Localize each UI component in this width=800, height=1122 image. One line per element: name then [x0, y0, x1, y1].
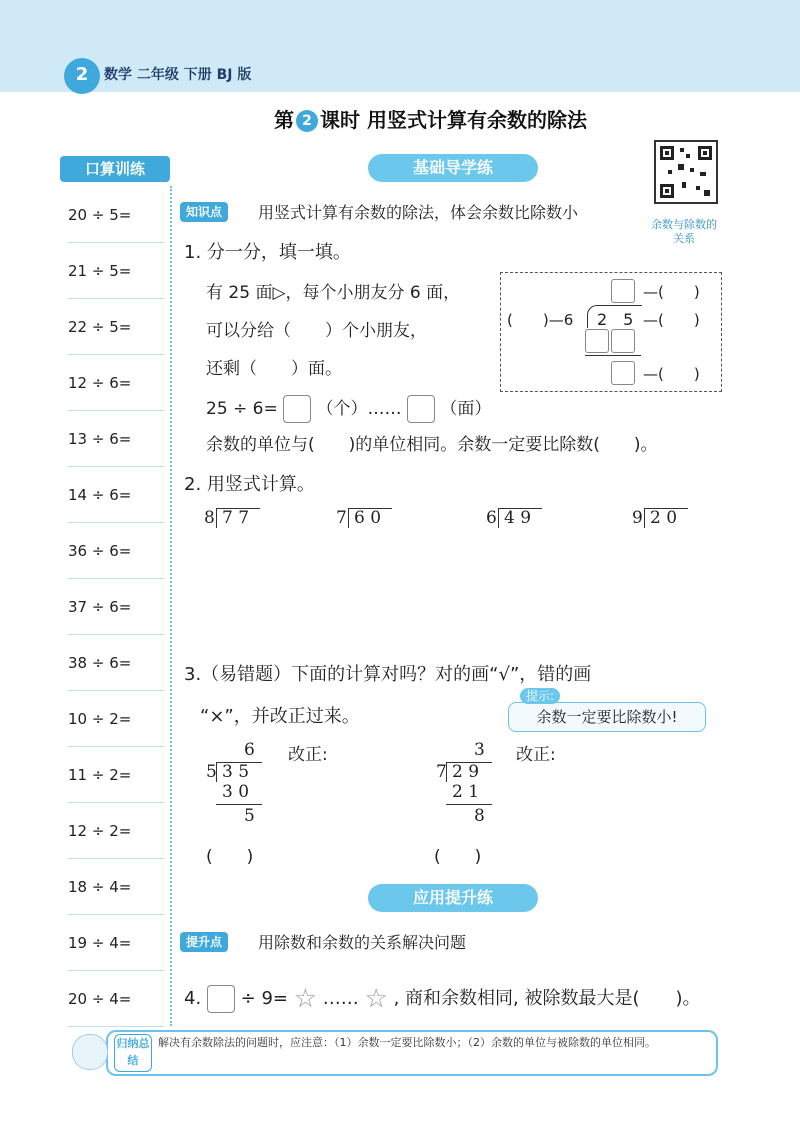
diagram-box-quotient[interactable] — [611, 279, 635, 303]
calc1-remainder: 5 — [244, 806, 255, 826]
mental-math-row — [68, 186, 164, 243]
mental-math-row — [68, 242, 164, 299]
calc2-product: 2 1 — [452, 782, 480, 802]
answer-box-quotient[interactable] — [283, 395, 311, 423]
q2-dividend: 7 7 — [222, 508, 250, 528]
mental-math-expression: 22 ÷ 5= — [68, 318, 132, 336]
improvement-point: 用除数和余数的关系解决问题 — [258, 933, 467, 952]
mental-math-expression: 19 ÷ 4= — [68, 934, 132, 952]
mental-math-row — [68, 634, 164, 691]
calc2-divisor: 7 — [436, 762, 447, 782]
mental-math-row — [68, 522, 164, 579]
mental-math-row — [68, 802, 164, 859]
calc1-bracket-side — [216, 762, 217, 782]
section-banner-basic: 基础导学练 — [368, 154, 538, 182]
diagram-box-product-2[interactable] — [611, 329, 635, 353]
calc1-answer[interactable]: ( ) — [206, 847, 254, 867]
mental-math-row — [68, 914, 164, 971]
q2-divisor: 8 — [204, 508, 215, 528]
calc2-remainder: 8 — [474, 806, 485, 826]
lesson-number: 2 — [296, 110, 318, 132]
summary-badge: 归纳总结 — [114, 1034, 152, 1072]
mental-math-expression: 38 ÷ 6= — [68, 654, 132, 672]
calc1-product: 3 0 — [222, 782, 250, 802]
mental-math-expression: 36 ÷ 6= — [68, 542, 132, 560]
diagram-label-quotient: —( ) — [643, 283, 700, 301]
calc1-divisor: 5 — [206, 762, 217, 782]
lesson-title — [274, 104, 587, 133]
mental-math-title: 口算训练 — [60, 156, 170, 182]
q3-title-2: “×”，并改正过来。 — [200, 706, 360, 727]
calc2-bracket-side — [446, 762, 447, 782]
q1-eq-c: （面） — [440, 399, 492, 419]
page-number: 2 — [64, 58, 100, 94]
q4-text: , 商和余数相同, 被除数最大是( )。 — [393, 988, 701, 1009]
q1-line3: 还剩（ ）面。 — [206, 359, 342, 379]
mental-math-row — [68, 298, 164, 355]
calc1-dividend: 3 5 — [222, 762, 250, 782]
knowledge-point: 用竖式计算有余数的除法，体会余数比除数小 — [258, 203, 579, 222]
tip-label: 提示: — [520, 688, 560, 704]
qr-code-icon[interactable] — [654, 140, 718, 204]
q1-line5: 余数的单位与( )的单位相同。余数一定要比除数( )。 — [206, 435, 658, 455]
calc2-answer[interactable]: ( ) — [434, 847, 482, 867]
mental-math-row — [68, 578, 164, 635]
lesson-title-post: 课时 用竖式计算有余数的除法 — [320, 108, 587, 132]
q1-title: 1. 分一分，填一填。 — [184, 242, 351, 263]
q2-divisor: 6 — [486, 508, 497, 528]
mental-math-row — [68, 410, 164, 467]
q4 — [184, 984, 701, 1013]
q2-dividend: 6 0 — [354, 508, 382, 528]
q2-divisor: 9 — [632, 508, 643, 528]
mental-math-expression: 10 ÷ 2= — [68, 710, 132, 728]
mental-math-expression: 18 ÷ 4= — [68, 878, 132, 896]
diagram-box-remainder[interactable] — [611, 361, 635, 385]
calc2-dividend: 2 9 — [452, 762, 480, 782]
q1-eq-b: （个）…… — [316, 399, 402, 419]
mental-math-expression: 37 ÷ 6= — [68, 598, 132, 616]
q1-eq-a: 25 ÷ 6= — [206, 399, 278, 419]
q4-box-dividend[interactable] — [207, 985, 235, 1013]
mental-math-expression: 12 ÷ 6= — [68, 374, 132, 392]
mental-math-row — [68, 746, 164, 803]
mental-math-row — [68, 970, 164, 1027]
mental-math-expression: 20 ÷ 5= — [68, 206, 132, 224]
q4-dots: …… — [322, 988, 359, 1009]
diagram-box-product-1[interactable] — [585, 329, 609, 353]
q1-line1: 有 25 面▷，每个小朋友分 6 面， — [206, 283, 461, 303]
star-icon-remainder[interactable]: ☆ — [364, 984, 388, 1014]
mental-math-expression: 12 ÷ 2= — [68, 822, 132, 840]
q1-line2: 可以分给（ ）个小朋友， — [206, 321, 427, 341]
diagram-label-divisor: ( )—6 — [507, 311, 574, 329]
q2-title: 2. 用竖式计算。 — [184, 474, 315, 495]
summary-text: 解决有余数除法的问题时，应注意：（1）余数一定要比除数小；（2）余数的单位与被除数的单位相同。 — [158, 1036, 656, 1049]
q3-title: 3.（易错题）下面的计算对吗？对的画“√”，错的画 — [184, 664, 592, 685]
division-diagram — [500, 272, 722, 392]
diagram-label-remainder: —( ) — [643, 365, 700, 383]
tip-box: 余数一定要比除数小! — [508, 702, 706, 732]
calc1-line — [216, 804, 262, 805]
diagram-label-dividend: —( ) — [643, 311, 700, 329]
q4-label: 4. — [184, 988, 202, 1009]
star-icon-quotient[interactable]: ☆ — [293, 984, 318, 1014]
q2-bracket-side — [644, 508, 645, 528]
knowledge-badge: 知识点 — [180, 202, 228, 222]
calc2-quotient: 3 — [474, 740, 485, 760]
q2-dividend: 2 0 — [650, 508, 678, 528]
diagram-dividend: 2 5 — [597, 310, 634, 329]
q2-bracket-side — [216, 508, 217, 528]
mental-math-expression: 11 ÷ 2= — [68, 766, 132, 784]
improvement-badge: 提升点 — [180, 932, 228, 952]
qr-caption: 余数与除数的关系 — [651, 218, 717, 245]
q4-div: ÷ 9= — [240, 988, 288, 1009]
mental-math-row — [68, 690, 164, 747]
calc2-line — [446, 804, 492, 805]
q2-divisor: 7 — [336, 508, 347, 528]
mental-math-row — [68, 466, 164, 523]
calc1-correct-label: 改正: — [288, 745, 328, 765]
q2-dividend: 4 9 — [504, 508, 532, 528]
mental-math-expression: 14 ÷ 6= — [68, 486, 132, 504]
mental-math-expression: 20 ÷ 4= — [68, 990, 132, 1008]
q2-bracket-side — [348, 508, 349, 528]
answer-box-remainder[interactable] — [407, 395, 435, 423]
mental-math-row — [68, 354, 164, 411]
book-info: 数学 二年级 下册 BJ 版 — [104, 67, 252, 83]
mental-math-expression: 21 ÷ 5= — [68, 262, 132, 280]
lesson-title-pre: 第 — [274, 108, 294, 132]
q1-equation — [206, 394, 491, 423]
column-divider — [170, 186, 172, 1026]
mental-math-row — [68, 858, 164, 915]
calc2-correct-label: 改正: — [516, 745, 556, 765]
diagram-line — [585, 355, 641, 356]
section-banner-advanced: 应用提升练 — [368, 884, 538, 912]
q2-bracket-side — [498, 508, 499, 528]
mental-math-expression: 13 ÷ 6= — [68, 430, 132, 448]
calc1-quotient: 6 — [244, 740, 255, 760]
mascot-icon — [72, 1034, 108, 1070]
